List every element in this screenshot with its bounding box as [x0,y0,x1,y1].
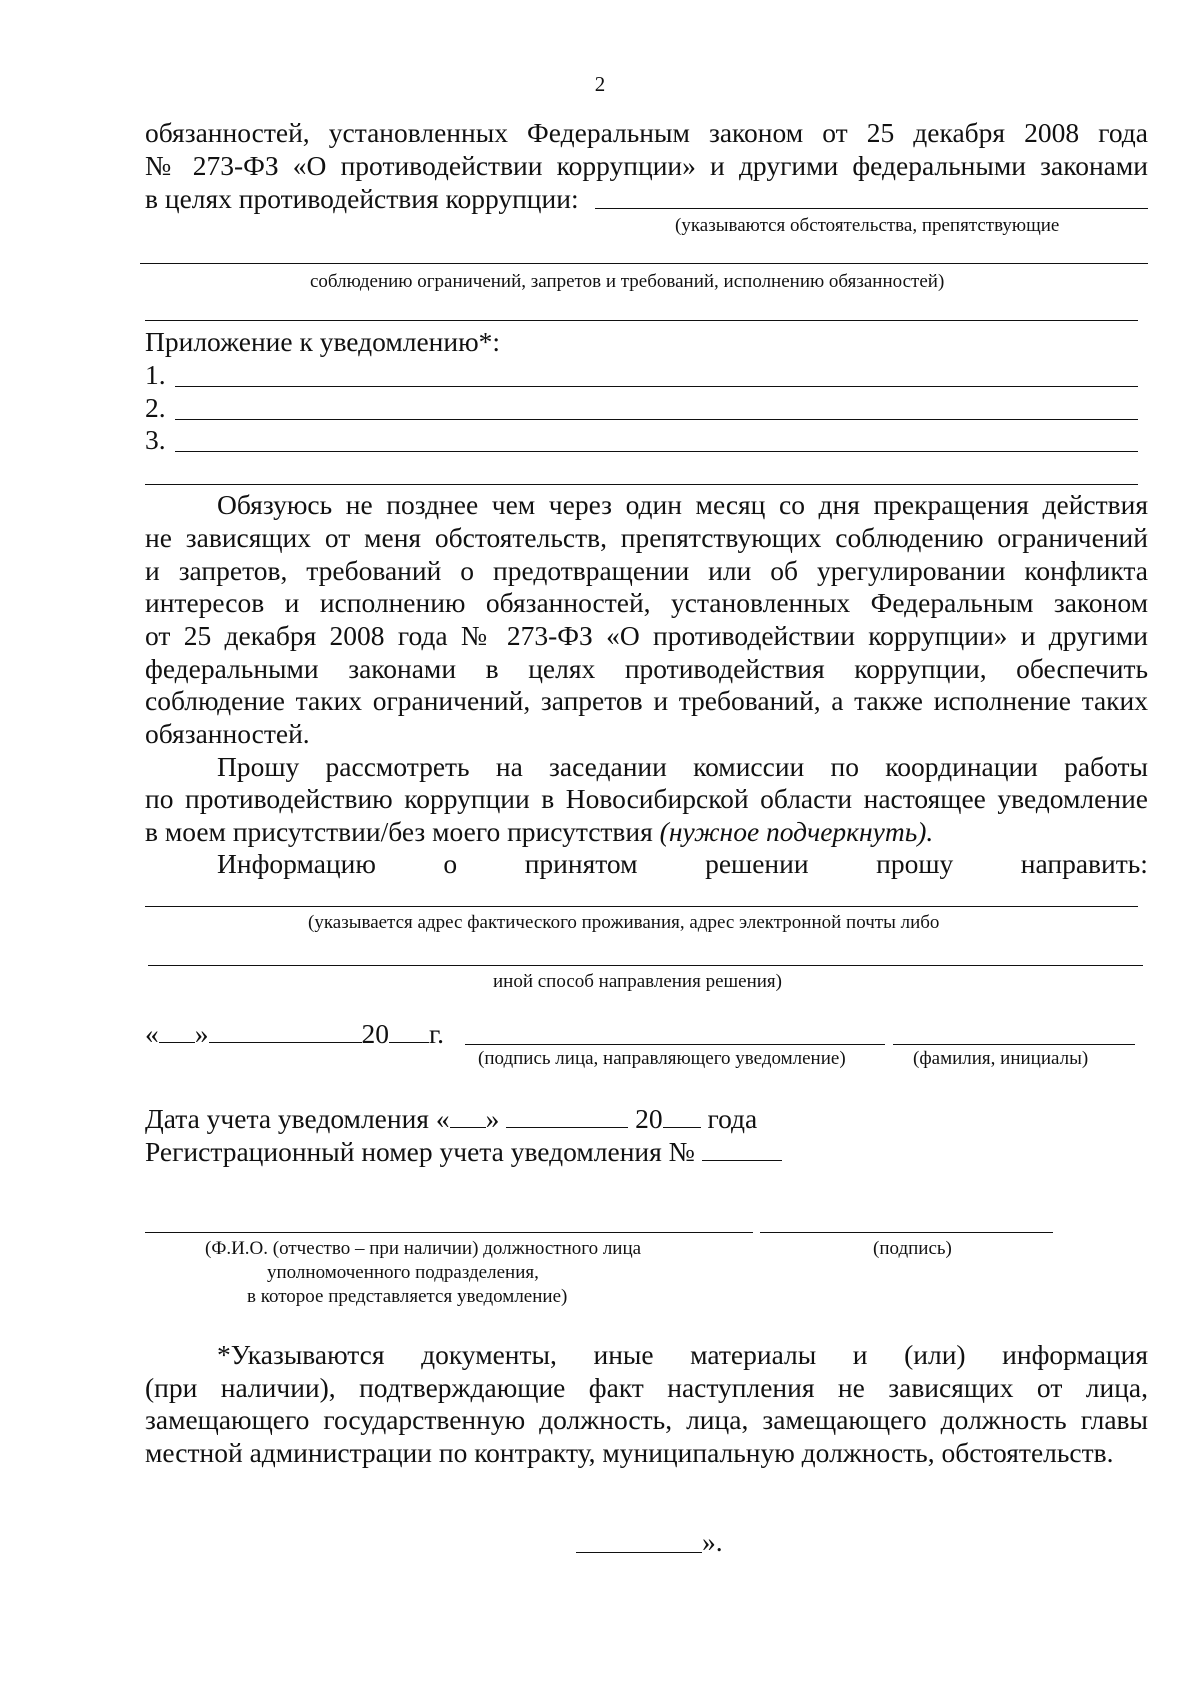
request-line-3 [145,816,933,849]
name-field[interactable] [893,1044,1135,1045]
intro-line-1: обязанностей, установленных Федеральным законом от 25 декабря 2008 года [145,117,1148,148]
intro-line-2: № 273-ФЗ «О противодействии коррупции» и другими федеральными законами [145,150,1148,181]
request-line-3-text: в моем присутствии/без моего присутствия [145,816,653,847]
commitment-line-3: и запретов, требований о предотвращении или об урегулировании конфликта [145,555,1148,586]
intro-line-3: в целях противодействия коррупции: [145,183,579,214]
closing-field[interactable] [576,1552,702,1553]
official-name-field[interactable] [145,1232,753,1233]
info-word-3: принятом [524,848,638,879]
info-word-4: решении [705,848,809,879]
day-field[interactable] [159,1016,195,1043]
commitment-line-2: не зависящих от меня обстоятельств, препятствующих соблюдению ограничений [145,522,1148,553]
footnote-line-4: местной администрации по контракту, муниципальную должность, обстоятельств. [145,1437,1114,1468]
name-caption: (фамилия, инициалы) [913,1048,1089,1069]
registration-date-label: Дата учета уведомления « [145,1103,450,1134]
commitment-line-8: обязанностей. [145,718,310,749]
official-signature-caption: (подпись) [873,1238,952,1259]
signature-caption: (подпись лица, направляющего уведомление) [478,1048,846,1069]
request-line-2: по противодействию коррупции в Новосибирской области настоящее уведомление [145,783,1148,814]
attachment-item-2-field[interactable] [175,419,1138,420]
year-field[interactable] [389,1016,429,1043]
attachment-item-2-number: 2. [145,392,166,423]
month-field[interactable] [209,1016,362,1043]
request-line-3-italic: (нужное подчеркнуть). [659,816,934,847]
info-word-5: прошу [876,848,954,879]
signature-date-line [145,1016,444,1051]
official-caption-3: в которое представляется уведомление) [247,1286,568,1307]
registration-date-line [145,1101,757,1136]
address-field-2[interactable] [148,965,1143,966]
commitment-line-6: федеральными законами в целях противодействия коррупции, обеспечить [145,653,1148,684]
registration-month-field[interactable] [506,1101,628,1128]
official-caption-1: (Ф.И.О. (отчество – при наличии) должностного лица [205,1238,642,1259]
circumstances-field-2[interactable] [140,263,1148,264]
attachment-item-1-number: 1. [145,359,166,390]
official-caption-2: уполномоченного подразделения, [267,1262,539,1283]
intro-caption-1: (указываются обстоятельства, препятствующие [675,215,1060,236]
date-open-quote: « [145,1018,159,1049]
commitment-line-4: интересов и исполнению обязанностей, установленных Федеральным законом [145,587,1148,618]
registration-number-line [145,1134,782,1169]
attachment-item-3-number: 3. [145,424,166,455]
registration-number-field[interactable] [702,1134,782,1161]
attachment-item-1-field[interactable] [175,386,1138,387]
date-close-quote: » [194,1018,209,1049]
registration-date-quote: » [485,1103,500,1134]
commitment-line-5: от 25 декабря 2008 года № 273-ФЗ «О противодействии коррупции» и другими [145,620,1148,651]
info-caption-1: (указывается адрес фактического проживания, адрес электронной почты либо [308,912,940,933]
circumstances-field[interactable] [595,208,1148,209]
info-word-1: Информацию [217,848,376,879]
circumstances-field-3[interactable] [145,320,1138,321]
attachment-title: Приложение к уведомлению*: [145,326,501,357]
closing-mark: ». [702,1526,723,1557]
request-line-1: Прошу рассмотреть на заседании комиссии по координации работы [217,751,1148,782]
year-suffix: г. [429,1018,445,1049]
footnote-line-1: *Указываются документы, иные материалы и (или) информация [217,1339,1148,1370]
registration-year-prefix: 20 [635,1103,663,1134]
official-signature-field[interactable] [760,1232,1053,1233]
commitment-line-7: соблюдение таких ограничений, запретов и требований, а также исполнение таких [145,685,1148,716]
registration-year-word: года [707,1103,758,1134]
attachment-extra-field[interactable] [145,484,1138,485]
attachment-item-3-field[interactable] [175,451,1138,452]
info-caption-2: иной способ направления решения) [493,971,782,992]
signature-field[interactable] [465,1044,885,1045]
address-field[interactable] [145,906,1138,907]
year-prefix: 20 [361,1018,389,1049]
info-word-2: о [443,848,458,879]
commitment-line-1: Обязуюсь не позднее чем через один месяц со дня прекращения действия [217,489,1148,520]
footnote-line-3: замещающего государственную должность, лица, замещающего должность главы [145,1404,1148,1435]
registration-number-label: Регистрационный номер учета уведомления № [145,1136,695,1167]
registration-day-field[interactable] [450,1101,486,1128]
intro-caption-2: соблюдению ограничений, запретов и требований, исполнению обязанностей) [310,271,945,292]
footnote-line-2: (при наличии), подтверждающие факт наступления не зависящих от лица, [145,1372,1148,1403]
info-word-6: направить: [1020,848,1148,879]
page-number: 2 [594,72,606,96]
info-line [217,848,1148,881]
registration-year-field[interactable] [663,1101,701,1128]
